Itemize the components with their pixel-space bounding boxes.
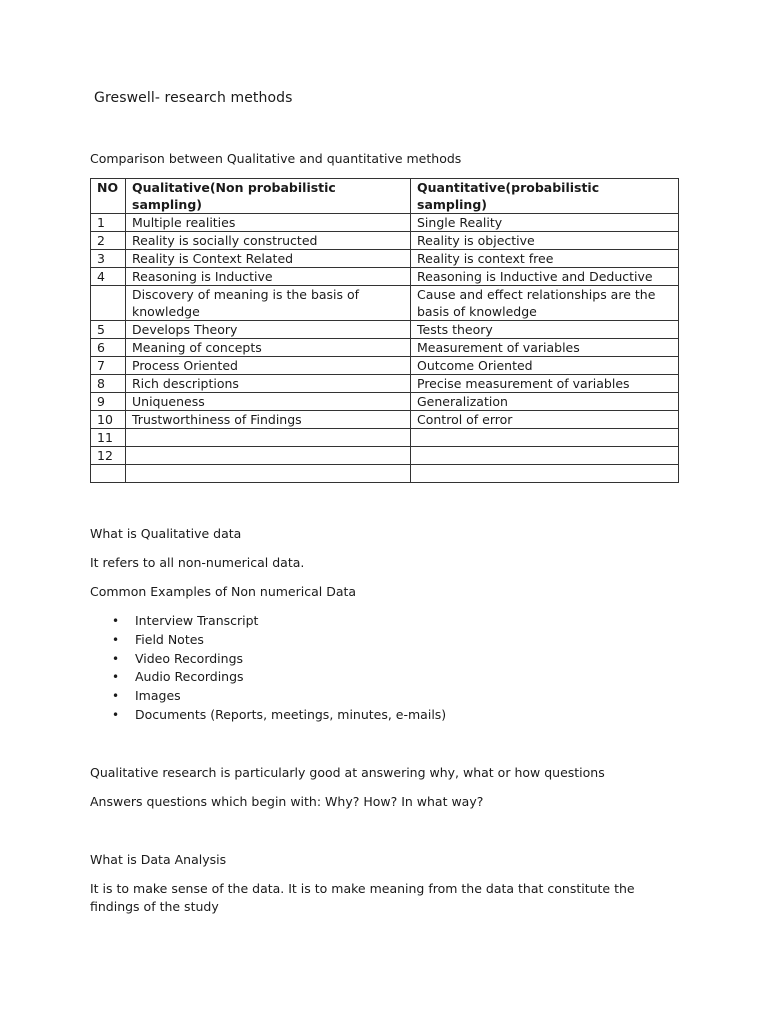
- bullet-icon: •: [112, 707, 120, 722]
- row-number: 2: [91, 232, 126, 250]
- data-analysis-heading: What is Data Analysis: [90, 852, 227, 867]
- qualitative-cell: Process Oriented: [126, 357, 411, 375]
- quantitative-cell: Outcome Oriented: [411, 357, 679, 375]
- qualitative-cell: Develops Theory: [126, 321, 411, 339]
- bullet-icon: •: [112, 651, 120, 666]
- table-row: [91, 286, 679, 321]
- answers-questions-text: Answers questions which begin with: Why? How? In what way?: [90, 794, 484, 809]
- table-row: [91, 465, 679, 483]
- list-item: [90, 706, 446, 725]
- table-row: [91, 411, 679, 429]
- qualitative-cell: [126, 429, 411, 447]
- table-row: [91, 214, 679, 232]
- qualitative-cell: Discovery of meaning is the basis of knowledge: [126, 286, 411, 321]
- qualitative-cell: Reasoning is Inductive: [126, 268, 411, 286]
- examples-heading: Common Examples of Non numerical Data: [90, 584, 357, 599]
- row-number: 7: [91, 357, 126, 375]
- research-good-at-text: Qualitative research is particularly good at answering why, what or how questions: [90, 765, 605, 780]
- row-number: 5: [91, 321, 126, 339]
- table-row: [91, 250, 679, 268]
- qualitative-cell: [126, 465, 411, 483]
- qualitative-cell: Reality is Context Related: [126, 250, 411, 268]
- table-row: [91, 232, 679, 250]
- quantitative-cell: Reality is objective: [411, 232, 679, 250]
- table-row: [91, 357, 679, 375]
- qualitative-cell: Trustworthiness of Findings: [126, 411, 411, 429]
- comparison-heading: Comparison between Qualitative and quantitative methods: [90, 151, 462, 166]
- list-item: [90, 631, 446, 650]
- qualitative-cell: Meaning of concepts: [126, 339, 411, 357]
- table-header-row: [91, 179, 679, 214]
- list-item: [90, 668, 446, 687]
- list-item-label: Field Notes: [135, 631, 204, 647]
- examples-list: [90, 612, 446, 725]
- document-title: Greswell- research methods: [94, 90, 293, 106]
- comparison-table: [90, 178, 679, 483]
- table-row: [91, 429, 679, 447]
- row-number: [91, 286, 126, 321]
- row-number: 9: [91, 393, 126, 411]
- bullet-icon: •: [112, 632, 120, 647]
- quantitative-cell: Reality is context free: [411, 250, 679, 268]
- quantitative-cell: [411, 465, 679, 483]
- quantitative-cell: [411, 429, 679, 447]
- header-quantitative: Quantitative(probabilistic sampling): [411, 179, 679, 214]
- qualitative-cell: Rich descriptions: [126, 375, 411, 393]
- table-row: [91, 447, 679, 465]
- data-analysis-definition: It is to make sense of the data. It is to make meaning from the data that constitute the findings of the study: [90, 881, 635, 914]
- quantitative-cell: [411, 447, 679, 465]
- quantitative-cell: Cause and effect relationships are the basis of knowledge: [411, 286, 679, 321]
- qualitative-data-definition: It refers to all non-numerical data.: [90, 555, 305, 570]
- row-number: 8: [91, 375, 126, 393]
- quantitative-cell: Measurement of variables: [411, 339, 679, 357]
- qualitative-cell: [126, 447, 411, 465]
- table-row: [91, 339, 679, 357]
- list-item-label: Interview Transcript: [135, 613, 259, 628]
- quantitative-cell: Single Reality: [411, 214, 679, 232]
- table-row: [91, 375, 679, 393]
- table-row: [91, 321, 679, 339]
- bullet-icon: •: [112, 689, 120, 704]
- list-item-label: Documents (Reports, meetings, minutes, e-mails): [135, 706, 447, 722]
- qualitative-data-heading: What is Qualitative data: [90, 526, 242, 541]
- bullet-icon: •: [112, 614, 120, 628]
- quantitative-cell: Control of error: [411, 411, 679, 429]
- row-number: 6: [91, 339, 126, 357]
- quantitative-cell: Generalization: [411, 393, 679, 411]
- list-item: [90, 612, 446, 631]
- qualitative-cell: Uniqueness: [126, 393, 411, 411]
- row-number: 12: [91, 447, 126, 465]
- row-number: [91, 465, 126, 483]
- quantitative-cell: Tests theory: [411, 321, 679, 339]
- list-item-label: Video Recordings: [135, 650, 244, 666]
- row-number: 10: [91, 411, 126, 429]
- row-number: 4: [91, 268, 126, 286]
- header-qualitative: Qualitative(Non probabilistic sampling): [126, 179, 411, 214]
- list-item-label: Images: [135, 688, 181, 704]
- list-item: [90, 687, 446, 706]
- list-item-label: Audio Recordings: [135, 669, 244, 685]
- quantitative-cell: Reasoning is Inductive and Deductive: [411, 268, 679, 286]
- header-no: NO: [91, 179, 126, 214]
- qualitative-cell: Reality is socially constructed: [126, 232, 411, 250]
- row-number: 3: [91, 250, 126, 268]
- quantitative-cell: Precise measurement of variables: [411, 375, 679, 393]
- table-row: [91, 268, 679, 286]
- table-row: [91, 393, 679, 411]
- bullet-icon: •: [112, 670, 120, 685]
- list-item: [90, 650, 446, 669]
- row-number: 1: [91, 214, 126, 232]
- row-number: 11: [91, 429, 126, 447]
- qualitative-cell: Multiple realities: [126, 214, 411, 232]
